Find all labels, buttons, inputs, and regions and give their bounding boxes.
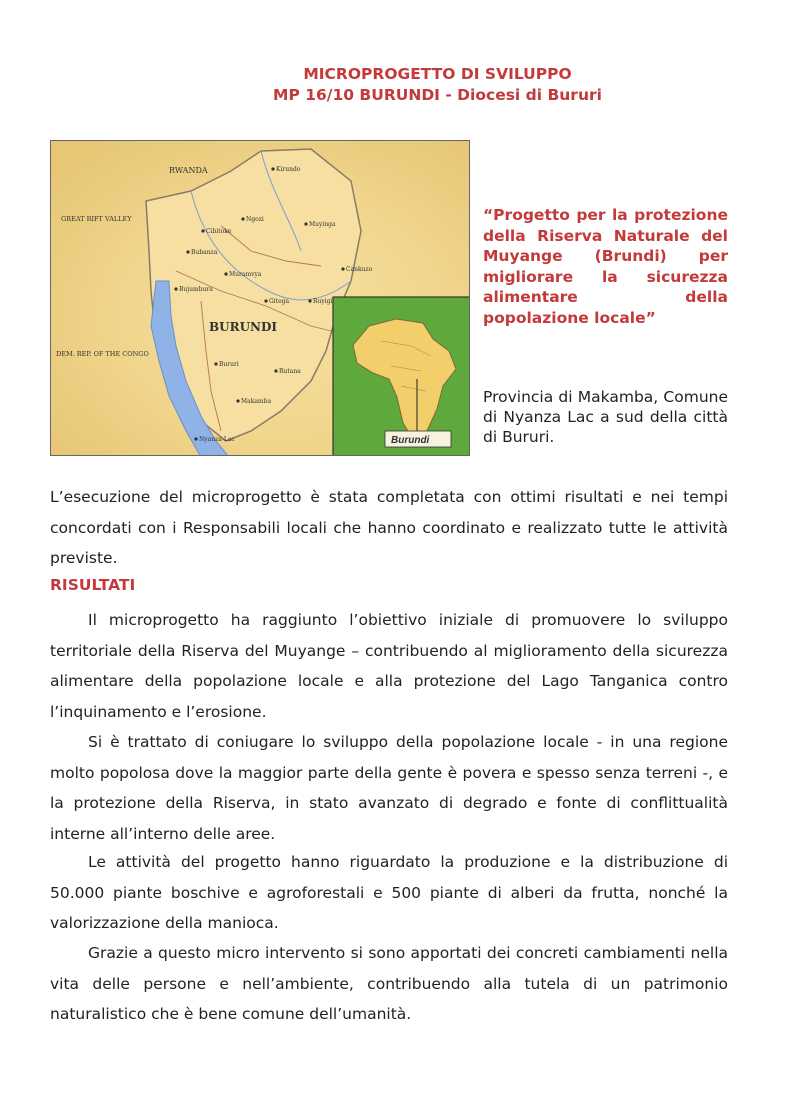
paragraph-4: Grazie a questo micro intervento si sono apportati dei concreti cambiamenti nella vita delle persone e nell’ambiente, contribuendo alla tutela di un patrimonio naturalistico che è bene comune dell’umanità. (50, 944, 728, 1023)
town-nyanza-lac: Nyanza-Lac (199, 436, 235, 443)
paragraph-1: Il microprogetto ha raggiunto l’obiettivo iniziale di promuovere lo sviluppo territoriale della Riserva del Muyange – contribuendo al miglioramento della sicurezza alimentare della popolazione locale e alla protezione del Lago Tanganica contro l’inquinamento e l’erosione. (50, 611, 728, 721)
town-makamba: Makamba (241, 398, 272, 405)
label-great-rift: GREAT RIFT VALLEY (61, 215, 132, 223)
label-dem-rep: DEM. REP. OF THE CONGO (56, 350, 149, 358)
location-text: Provincia di Makamba, Comune di Nyanza Lac a sud della città di Bururi. (483, 388, 728, 446)
paragraph-2: Si è trattato di coniugare lo sviluppo della popolazione locale - in una regione molto popolosa dove la maggior parte della gente è povera e spesso senza terreni -, e la protezione della Riserva, in stato avanzato di degrado e fonte di conflittualità interne all’interno delle aree. (50, 733, 728, 843)
town-muramvya: Muramvya (229, 271, 262, 278)
label-rwanda: RWANDA (169, 166, 208, 175)
inset-label: Burundi (391, 435, 430, 446)
town-gitega: Gitega (269, 298, 290, 305)
label-burundi: BURUNDI (209, 320, 278, 334)
africa-inset (333, 297, 470, 456)
document-header (0, 64, 800, 106)
map-graphic (51, 141, 470, 456)
header-title: MICROPROGETTO DI SVILUPPO (303, 65, 572, 83)
town-cankuzo: Cankuzo (346, 266, 373, 273)
town-bujumbura: Bujumbura (179, 286, 213, 293)
town-bururi: Bururi (219, 361, 239, 368)
town-muyinga: Muyinga (309, 221, 336, 228)
town-ruyigi: Ruyigi (313, 298, 333, 305)
intro-paragraph: L’esecuzione del microprogetto è stata completata con ottimi risultati e nei tempi concordati con i Responsabili locali che hanno coordinato e realizzato tutte le attività previste. (50, 488, 728, 567)
project-title-quote: “Progetto per la protezione della Riserva Naturale del Muyange (Brundi) per migliorare la sicurezza alimentare della popolazione locale” (483, 206, 728, 327)
town-rutana: Rutana (279, 368, 301, 375)
burundi-map (50, 140, 470, 456)
section-title-risultati: RISULTATI (50, 576, 136, 594)
header-subtitle: MP 16/10 BURUNDI - Diocesi di Bururi (273, 86, 602, 104)
town-ngozi: Ngozi (246, 216, 264, 223)
paragraph-3: Le attività del progetto hanno riguardato la produzione e la distribuzione di 50.000 piante boschive e agroforestali e 500 piante di alberi da frutta, nonché la valorizzazione della manioca. (50, 853, 728, 932)
town-bubanza: Bubanza (191, 249, 218, 256)
town-kirundo: Kirundo (276, 166, 301, 173)
town-cibitoke: Cibitoke (206, 228, 232, 235)
